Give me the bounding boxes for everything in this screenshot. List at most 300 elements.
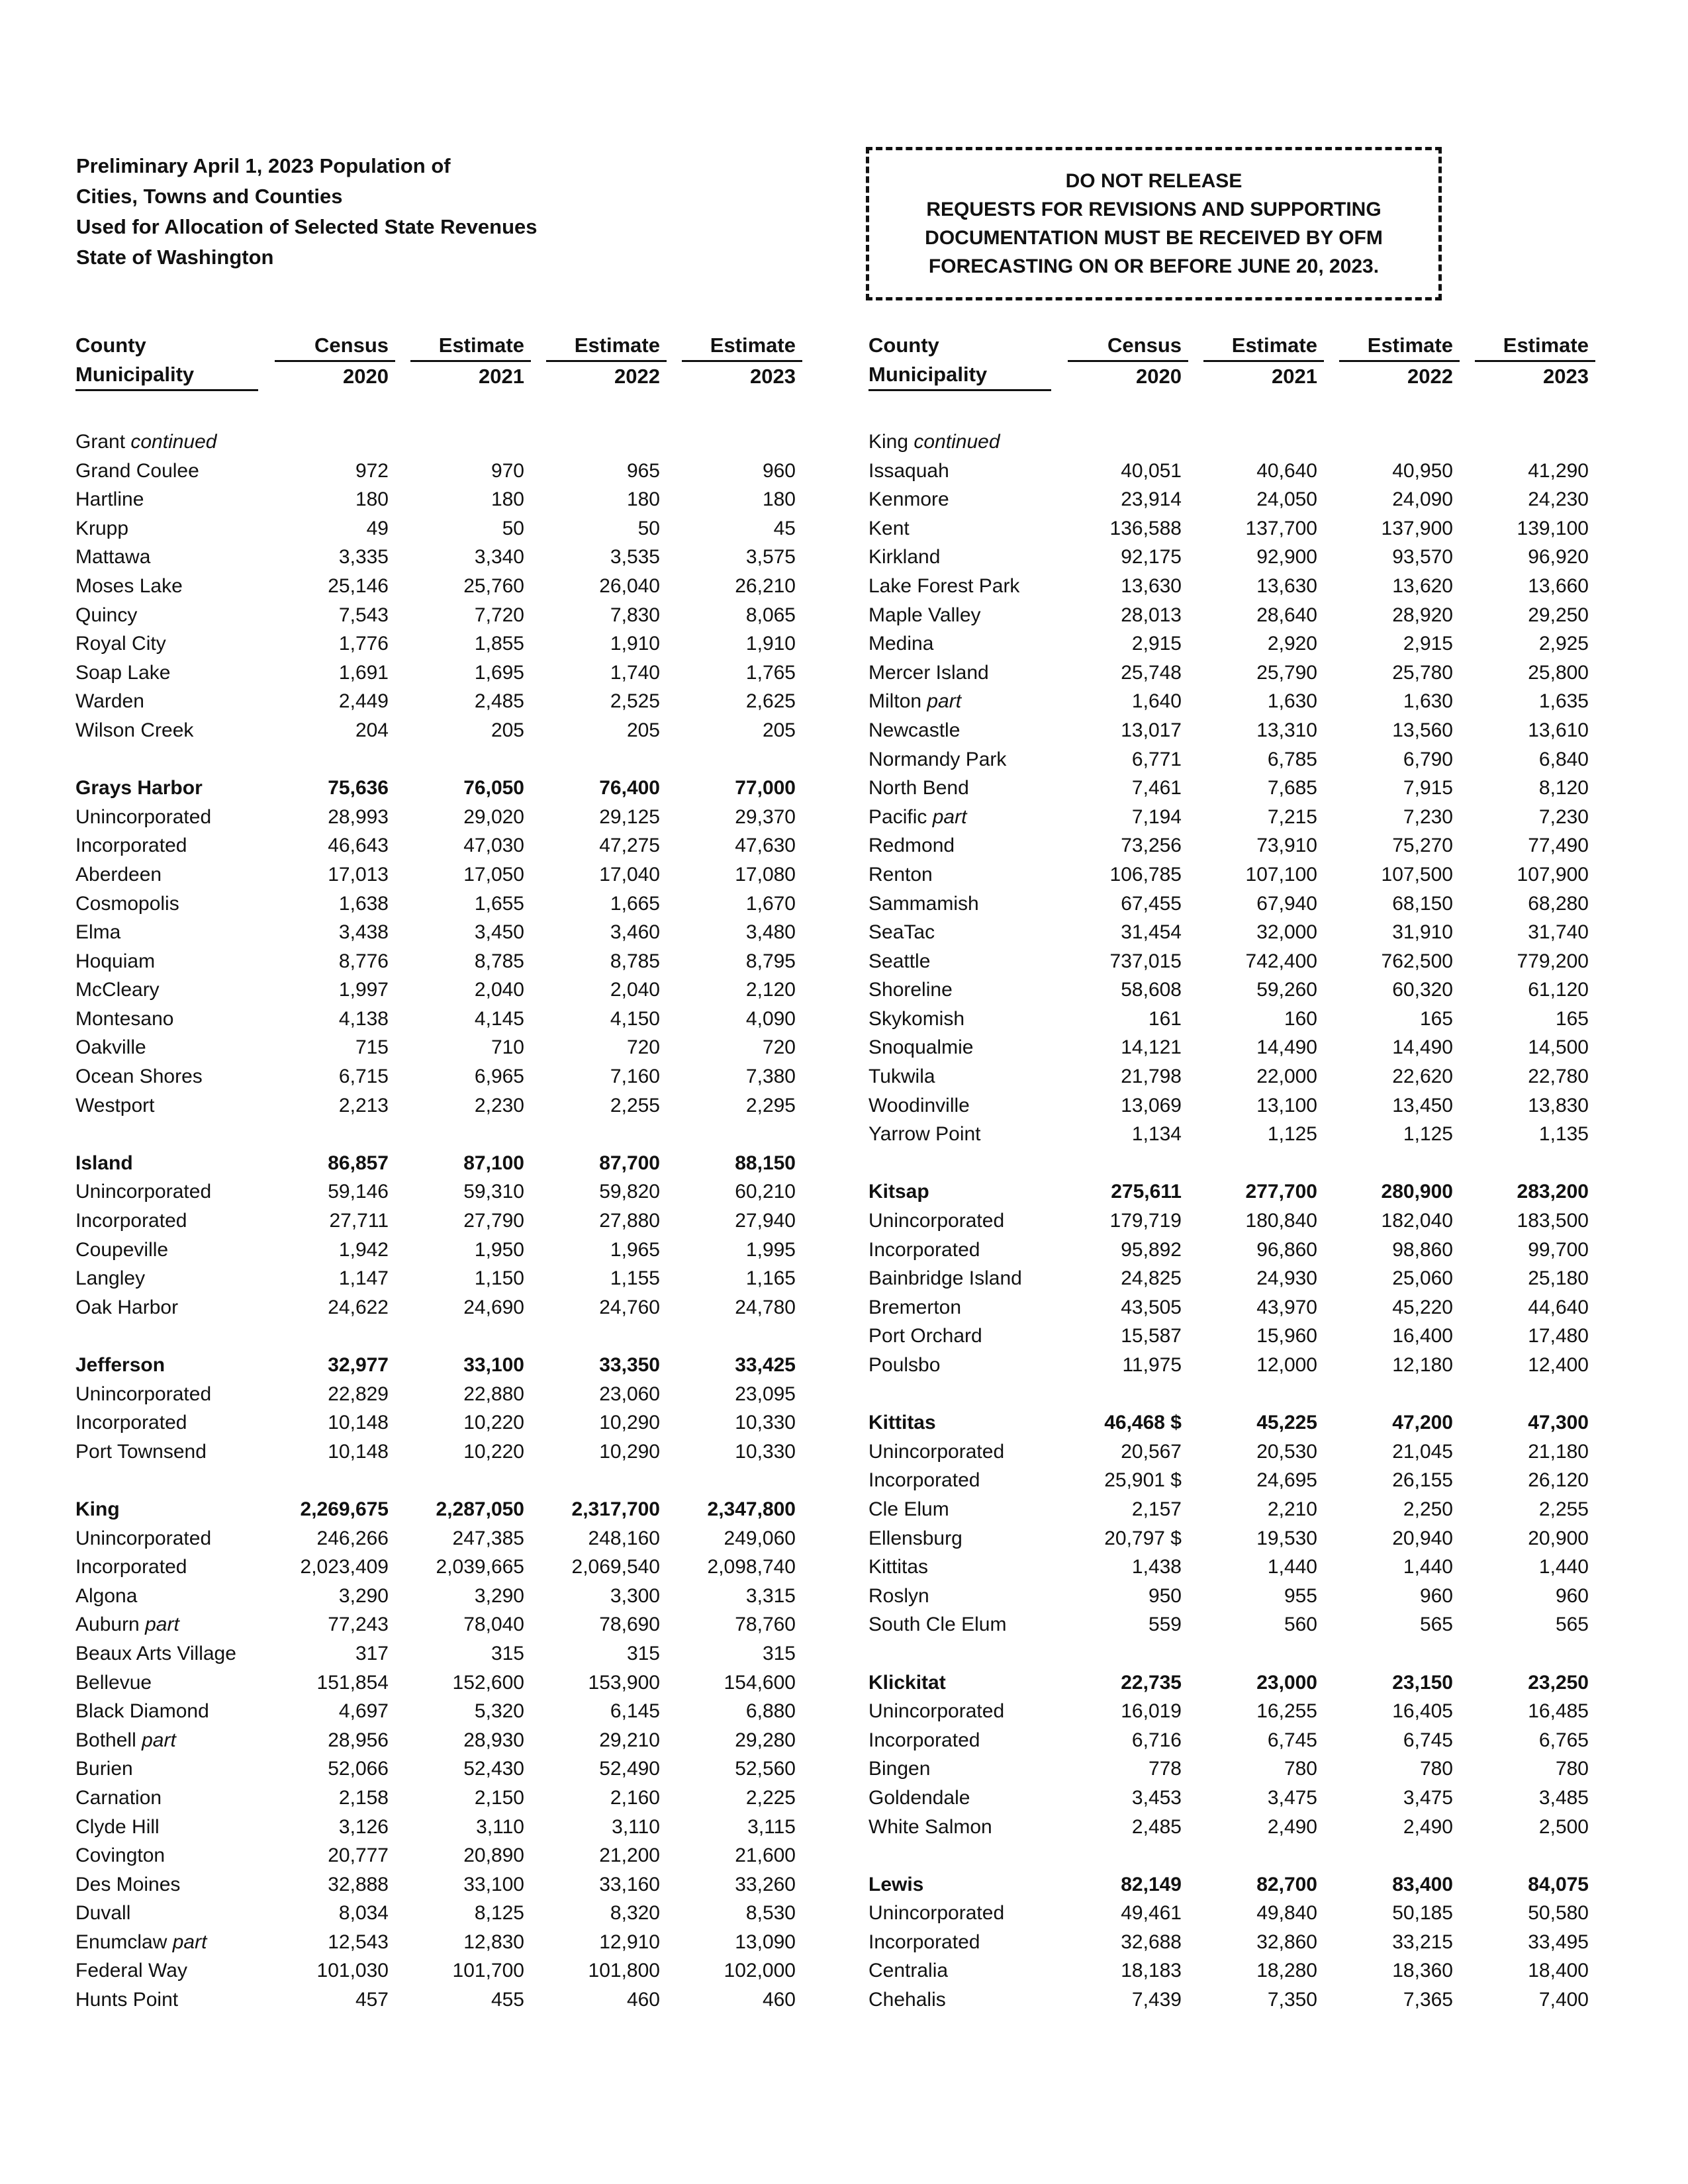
population-value: 2,490 bbox=[1403, 1815, 1453, 1838]
population-value: 13,310 bbox=[1256, 719, 1317, 741]
population-value: 137,900 bbox=[1381, 517, 1453, 539]
population-value: 2,490 bbox=[1267, 1815, 1317, 1838]
population-value: 2,158 bbox=[338, 1786, 389, 1809]
population-value: 76,050 bbox=[463, 777, 524, 799]
population-value: 136,588 bbox=[1109, 517, 1182, 539]
population-value: 22,780 bbox=[1528, 1066, 1589, 1088]
municipality-name bbox=[75, 1524, 211, 1553]
population-value: 7,685 bbox=[1267, 777, 1317, 799]
name-text: Kirkland bbox=[868, 546, 941, 569]
population-value: 710 bbox=[491, 1036, 524, 1059]
population-value: 10,220 bbox=[463, 1440, 524, 1463]
population-value: 21,045 bbox=[1392, 1440, 1453, 1463]
population-value: 4,697 bbox=[338, 1700, 389, 1723]
population-value: 60,210 bbox=[735, 1181, 796, 1203]
population-value: 154,600 bbox=[724, 1671, 796, 1694]
population-value: 25,748 bbox=[1121, 661, 1182, 684]
population-value: 25,800 bbox=[1528, 661, 1589, 684]
population-value: 23,150 bbox=[1392, 1671, 1453, 1694]
population-value: 49,840 bbox=[1256, 1902, 1317, 1925]
municipality-header bbox=[868, 331, 987, 391]
name-text: Aberdeen bbox=[75, 863, 162, 886]
population-value: 6,771 bbox=[1131, 748, 1182, 770]
population-value: 20,900 bbox=[1528, 1527, 1589, 1549]
population-value: 1,125 bbox=[1403, 1123, 1453, 1146]
population-value: 7,380 bbox=[745, 1066, 796, 1088]
municipality-name bbox=[75, 1841, 165, 1870]
population-value: 972 bbox=[355, 459, 389, 482]
population-value: 1,147 bbox=[338, 1267, 389, 1290]
population-value: 7,230 bbox=[1403, 805, 1453, 828]
population-value: 277,700 bbox=[1245, 1181, 1317, 1203]
municipality-name bbox=[75, 428, 216, 457]
population-value: 205 bbox=[626, 719, 660, 741]
population-value: 2,150 bbox=[474, 1786, 524, 1809]
header-rule bbox=[546, 360, 667, 362]
population-value: 99,700 bbox=[1528, 1238, 1589, 1261]
population-value: 160 bbox=[1284, 1007, 1317, 1030]
population-value: 25,180 bbox=[1528, 1267, 1589, 1290]
header-rule bbox=[868, 389, 1051, 391]
population-value: 2,210 bbox=[1267, 1498, 1317, 1520]
municipality-name bbox=[868, 1351, 940, 1380]
population-value: 3,575 bbox=[745, 546, 796, 569]
header-rule bbox=[275, 360, 395, 362]
name-text: Medina bbox=[868, 633, 934, 655]
name-text: Bingen bbox=[868, 1758, 931, 1780]
name-text: Algona bbox=[75, 1584, 138, 1607]
municipality-name bbox=[75, 1668, 152, 1698]
municipality-name bbox=[868, 514, 910, 543]
population-value: 4,090 bbox=[745, 1007, 796, 1030]
name-text: Clyde Hill bbox=[75, 1815, 160, 1838]
municipality-name bbox=[868, 1813, 992, 1842]
population-value: 2,295 bbox=[745, 1094, 796, 1116]
population-value: 3,290 bbox=[474, 1584, 524, 1607]
population-value: 151,854 bbox=[316, 1671, 389, 1694]
population-value: 1,670 bbox=[745, 892, 796, 915]
population-value: 6,716 bbox=[1131, 1729, 1182, 1751]
municipality-name bbox=[868, 428, 1000, 457]
population-value: 52,066 bbox=[328, 1758, 389, 1780]
population-value: 13,660 bbox=[1528, 574, 1589, 597]
population-value: 26,040 bbox=[599, 574, 660, 597]
population-value: 83,400 bbox=[1392, 1873, 1453, 1895]
population-value: 275,611 bbox=[1111, 1181, 1182, 1203]
population-value: 7,720 bbox=[474, 604, 524, 626]
population-value: 2,255 bbox=[1538, 1498, 1589, 1520]
municipality-name bbox=[75, 1582, 137, 1611]
population-value: 7,230 bbox=[1538, 805, 1589, 828]
name-text: Montesano bbox=[75, 1007, 174, 1030]
name-text: Unincorporated bbox=[868, 1440, 1005, 1463]
name-text: Unincorporated bbox=[75, 1383, 212, 1405]
municipality-name bbox=[868, 774, 969, 803]
name-text: Mercer Island bbox=[868, 661, 989, 684]
name-text: Bothell bbox=[75, 1729, 136, 1751]
population-value: 3,115 bbox=[747, 1815, 796, 1838]
name-text: Port Townsend bbox=[75, 1440, 207, 1463]
population-value: 6,145 bbox=[610, 1700, 660, 1723]
municipality-label: Municipality bbox=[75, 360, 194, 391]
population-value: 18,183 bbox=[1121, 1960, 1182, 1982]
population-value: 3,335 bbox=[338, 546, 389, 569]
population-value: 16,019 bbox=[1121, 1700, 1182, 1723]
municipality-name bbox=[868, 1005, 964, 1034]
population-value: 16,485 bbox=[1528, 1700, 1589, 1723]
population-value: 21,200 bbox=[599, 1844, 660, 1867]
population-value: 10,148 bbox=[328, 1440, 389, 1463]
population-value: 67,940 bbox=[1256, 892, 1317, 915]
name-text: Enumclaw bbox=[75, 1931, 167, 1953]
name-text: Skykomish bbox=[868, 1007, 965, 1030]
column-header-estimate-2022 bbox=[1340, 331, 1453, 391]
municipality-name bbox=[868, 976, 953, 1005]
population-value: 8,530 bbox=[745, 1902, 796, 1925]
population-value: 84,075 bbox=[1528, 1873, 1589, 1895]
population-value: 23,095 bbox=[735, 1383, 796, 1405]
population-value: 180 bbox=[355, 488, 389, 511]
population-value: 3,475 bbox=[1267, 1786, 1317, 1809]
name-text: Krupp bbox=[75, 517, 129, 539]
municipality-name bbox=[75, 1293, 178, 1322]
name-text: Unincorporated bbox=[868, 1700, 1005, 1723]
population-value: 179,719 bbox=[1109, 1210, 1182, 1232]
population-value: 59,820 bbox=[599, 1181, 660, 1203]
name-text: Unincorporated bbox=[75, 805, 212, 828]
population-value: 5,320 bbox=[474, 1700, 524, 1723]
population-value: 24,825 bbox=[1121, 1267, 1182, 1290]
population-value: 52,560 bbox=[735, 1758, 796, 1780]
population-value: 20,940 bbox=[1392, 1527, 1453, 1549]
column-label: Estimate bbox=[575, 331, 660, 362]
header-rule bbox=[1203, 360, 1324, 362]
population-value: 1,910 bbox=[745, 633, 796, 655]
population-value: 33,160 bbox=[599, 1873, 660, 1895]
population-value: 28,013 bbox=[1121, 604, 1182, 626]
population-value: 78,760 bbox=[735, 1614, 796, 1636]
header-rule bbox=[682, 360, 802, 362]
name-text: Incorporated bbox=[75, 1412, 187, 1434]
population-value: 8,125 bbox=[474, 1902, 524, 1925]
name-text: Lewis bbox=[868, 1873, 924, 1895]
municipality-name bbox=[75, 1033, 146, 1062]
name-text: Grant bbox=[75, 431, 126, 453]
population-value: 2,157 bbox=[1131, 1498, 1182, 1520]
municipality-name bbox=[75, 514, 128, 543]
name-text: Incorporated bbox=[868, 1469, 980, 1492]
population-value: 2,098,740 bbox=[707, 1556, 796, 1578]
name-text: Elma bbox=[75, 921, 121, 944]
population-value: 13,620 bbox=[1392, 574, 1453, 597]
population-value: 779,200 bbox=[1517, 950, 1589, 972]
population-value: 50 bbox=[502, 517, 524, 539]
population-value: 2,225 bbox=[745, 1786, 796, 1809]
population-value: 47,030 bbox=[463, 835, 524, 857]
population-value: 13,017 bbox=[1121, 719, 1182, 741]
name-qualifier: part bbox=[172, 1931, 207, 1953]
name-text: Soap Lake bbox=[75, 661, 171, 684]
municipality-name bbox=[75, 601, 137, 630]
population-value: 1,440 bbox=[1267, 1556, 1317, 1578]
population-value: 742,400 bbox=[1245, 950, 1317, 972]
municipality-name bbox=[868, 1985, 946, 2015]
name-text: Incorporated bbox=[75, 835, 187, 857]
name-text: Woodinville bbox=[868, 1094, 970, 1116]
population-value: 2,925 bbox=[1538, 633, 1589, 655]
population-value: 44,640 bbox=[1528, 1296, 1589, 1318]
population-value: 59,310 bbox=[463, 1181, 524, 1203]
population-value: 970 bbox=[491, 459, 524, 482]
name-text: Grays Harbor bbox=[75, 777, 203, 799]
population-value: 13,560 bbox=[1392, 719, 1453, 741]
municipality-name bbox=[868, 831, 955, 860]
population-value: 3,438 bbox=[338, 921, 389, 944]
population-value: 101,700 bbox=[452, 1960, 524, 1982]
municipality-name bbox=[868, 659, 989, 688]
municipality-name bbox=[75, 1380, 211, 1409]
population-value: 180 bbox=[491, 488, 524, 511]
municipality-name bbox=[868, 745, 1006, 774]
name-text: Ocean Shores bbox=[75, 1066, 203, 1088]
population-value: 101,030 bbox=[316, 1960, 389, 1982]
name-text: Yarrow Point bbox=[868, 1123, 981, 1146]
county-label: County bbox=[868, 334, 939, 357]
population-value: 1,855 bbox=[474, 633, 524, 655]
population-value: 2,920 bbox=[1267, 633, 1317, 655]
population-value: 29,280 bbox=[735, 1729, 796, 1751]
municipality-name bbox=[868, 1956, 948, 1985]
population-value: 106,785 bbox=[1109, 863, 1182, 886]
population-value: 25,060 bbox=[1392, 1267, 1453, 1290]
population-value: 29,370 bbox=[735, 805, 796, 828]
name-text: Jefferson bbox=[75, 1354, 165, 1376]
title-line: Preliminary April 1, 2023 Population of bbox=[76, 154, 451, 177]
population-value: 2,039,665 bbox=[436, 1556, 524, 1578]
name-text: Cle Elum bbox=[868, 1498, 949, 1520]
municipality-name bbox=[75, 659, 170, 688]
population-value: 3,453 bbox=[1131, 1786, 1182, 1809]
population-value: 50,580 bbox=[1528, 1902, 1589, 1925]
name-qualifier: part bbox=[145, 1614, 179, 1636]
name-text: Grand Coulee bbox=[75, 459, 199, 482]
population-value: 280,900 bbox=[1381, 1181, 1453, 1203]
column-header-census-2020 bbox=[276, 331, 389, 391]
population-value: 1,691 bbox=[338, 661, 389, 684]
name-text: McCleary bbox=[75, 979, 160, 1001]
population-value: 49,461 bbox=[1121, 1902, 1182, 1925]
municipality-name bbox=[868, 485, 949, 514]
population-value: 1,640 bbox=[1131, 690, 1182, 713]
population-value: 20,530 bbox=[1256, 1440, 1317, 1463]
population-value: 8,795 bbox=[745, 950, 796, 972]
population-value: 1,740 bbox=[610, 661, 660, 684]
population-value: 8,320 bbox=[610, 1902, 660, 1925]
population-value: 22,620 bbox=[1392, 1066, 1453, 1088]
population-value: 3,535 bbox=[610, 546, 660, 569]
population-value: 86,857 bbox=[328, 1152, 389, 1174]
population-value: 25,760 bbox=[463, 574, 524, 597]
name-text: Bellevue bbox=[75, 1671, 152, 1694]
municipality-name bbox=[75, 1149, 133, 1178]
population-value: 107,900 bbox=[1517, 863, 1589, 886]
population-value: 33,100 bbox=[463, 1873, 524, 1895]
name-text: Renton bbox=[868, 863, 933, 886]
population-value: 29,210 bbox=[599, 1729, 660, 1751]
population-value: 153,900 bbox=[588, 1671, 660, 1694]
municipality-name bbox=[868, 457, 949, 486]
population-value: 7,439 bbox=[1131, 1989, 1182, 2011]
population-value: 8,120 bbox=[1538, 777, 1589, 799]
population-value: 46,643 bbox=[328, 835, 389, 857]
municipality-name bbox=[868, 1177, 929, 1206]
population-value: 315 bbox=[762, 1642, 796, 1664]
municipality-name bbox=[75, 803, 211, 832]
population-value: 10,330 bbox=[735, 1412, 796, 1434]
population-value: 18,400 bbox=[1528, 1960, 1589, 1982]
municipality-name bbox=[75, 1437, 207, 1467]
population-value: 1,638 bbox=[338, 892, 389, 915]
population-value: 28,956 bbox=[328, 1729, 389, 1751]
name-text: Kittitas bbox=[868, 1412, 936, 1434]
population-value: 2,069,540 bbox=[571, 1556, 660, 1578]
name-text: Newcastle bbox=[868, 719, 961, 741]
header-rule bbox=[410, 360, 531, 362]
municipality-name bbox=[868, 1033, 973, 1062]
population-value: 720 bbox=[626, 1036, 660, 1059]
population-value: 7,830 bbox=[610, 604, 660, 626]
population-value: 2,250 bbox=[1403, 1498, 1453, 1520]
municipality-name bbox=[75, 976, 160, 1005]
population-value: 317 bbox=[355, 1642, 389, 1664]
population-value: 16,405 bbox=[1392, 1700, 1453, 1723]
population-value: 2,449 bbox=[338, 690, 389, 713]
population-value: 18,280 bbox=[1256, 1960, 1317, 1982]
column-label: Estimate bbox=[1368, 331, 1453, 362]
population-value: 460 bbox=[626, 1989, 660, 2011]
population-value: 40,950 bbox=[1392, 459, 1453, 482]
population-value: 1,630 bbox=[1403, 690, 1453, 713]
municipality-name bbox=[75, 1553, 187, 1582]
population-value: 1,630 bbox=[1267, 690, 1317, 713]
municipality-name bbox=[75, 629, 166, 659]
population-value: 22,000 bbox=[1256, 1066, 1317, 1088]
municipality-name bbox=[868, 803, 966, 832]
municipality-name bbox=[868, 947, 930, 976]
municipality-label: Municipality bbox=[868, 360, 987, 391]
population-value: 67,455 bbox=[1121, 892, 1182, 915]
population-value: 1,665 bbox=[610, 892, 660, 915]
population-value: 93,570 bbox=[1392, 546, 1453, 569]
population-value: 24,622 bbox=[328, 1296, 389, 1318]
population-value: 3,340 bbox=[474, 546, 524, 569]
population-value: 22,880 bbox=[463, 1383, 524, 1405]
population-value: 7,365 bbox=[1403, 1989, 1453, 2011]
population-value: 29,250 bbox=[1528, 604, 1589, 626]
population-value: 2,625 bbox=[745, 690, 796, 713]
population-value: 10,220 bbox=[463, 1412, 524, 1434]
population-value: 47,300 bbox=[1528, 1412, 1589, 1434]
municipality-name bbox=[75, 1236, 168, 1265]
municipality-name bbox=[75, 485, 144, 514]
population-value: 10,330 bbox=[735, 1440, 796, 1463]
municipality-name bbox=[75, 1928, 207, 1957]
population-value: 3,300 bbox=[610, 1584, 660, 1607]
municipality-name bbox=[868, 1754, 930, 1784]
population-value: 25,790 bbox=[1256, 661, 1317, 684]
municipality-name bbox=[868, 1870, 923, 1899]
population-value: 205 bbox=[491, 719, 524, 741]
name-text: Incorporated bbox=[75, 1210, 187, 1232]
population-value: 101,800 bbox=[588, 1960, 660, 1982]
population-value: 20,890 bbox=[463, 1844, 524, 1867]
population-value: 76,400 bbox=[599, 777, 660, 799]
name-text: Sammamish bbox=[868, 892, 979, 915]
population-value: 31,910 bbox=[1392, 921, 1453, 944]
population-value: 960 bbox=[762, 459, 796, 482]
population-value: 3,480 bbox=[745, 921, 796, 944]
municipality-name bbox=[75, 687, 144, 716]
municipality-name bbox=[868, 716, 960, 745]
population-value: 40,051 bbox=[1121, 459, 1182, 482]
notice-line: DO NOT RELEASE bbox=[1065, 170, 1243, 192]
population-value: 1,150 bbox=[474, 1267, 524, 1290]
population-value: 7,194 bbox=[1131, 805, 1182, 828]
column-label: Estimate bbox=[710, 331, 796, 362]
column-year: 2021 bbox=[1272, 365, 1317, 388]
municipality-header bbox=[75, 331, 194, 391]
municipality-name bbox=[868, 629, 933, 659]
municipality-name bbox=[75, 889, 179, 919]
population-value: 15,960 bbox=[1256, 1325, 1317, 1347]
municipality-name bbox=[75, 1813, 160, 1842]
population-value: 50,185 bbox=[1392, 1902, 1453, 1925]
name-text: Carnation bbox=[75, 1786, 162, 1809]
population-value: 165 bbox=[1555, 1007, 1589, 1030]
population-value: 14,121 bbox=[1121, 1036, 1182, 1059]
population-value: 1,655 bbox=[474, 892, 524, 915]
name-text: Quincy bbox=[75, 604, 138, 626]
population-value: 24,780 bbox=[735, 1296, 796, 1318]
population-value: 2,160 bbox=[610, 1786, 660, 1809]
name-text: Federal Way bbox=[75, 1960, 187, 1982]
name-text: Hunts Point bbox=[75, 1989, 179, 2011]
name-qualifier: part bbox=[932, 805, 967, 828]
population-value: 31,740 bbox=[1528, 921, 1589, 944]
column-header-estimate-2021 bbox=[412, 331, 524, 391]
population-value: 12,910 bbox=[599, 1931, 660, 1953]
population-value: 2,040 bbox=[610, 979, 660, 1001]
name-text: Unincorporated bbox=[75, 1181, 212, 1203]
population-value: 1,165 bbox=[745, 1267, 796, 1290]
population-value: 3,315 bbox=[745, 1584, 796, 1607]
municipality-name bbox=[868, 1697, 1004, 1726]
population-value: 1,995 bbox=[745, 1238, 796, 1261]
population-value: 45,220 bbox=[1392, 1296, 1453, 1318]
column-year: 2023 bbox=[750, 365, 796, 388]
population-value: 3,110 bbox=[612, 1815, 660, 1838]
notice-line: DOCUMENTATION MUST BE RECEIVED BY OFM bbox=[925, 227, 1383, 249]
column-year: 2023 bbox=[1543, 365, 1589, 388]
municipality-name bbox=[868, 601, 981, 630]
municipality-name bbox=[868, 1120, 981, 1149]
population-value: 8,034 bbox=[338, 1902, 389, 1925]
name-text: Island bbox=[75, 1152, 133, 1174]
population-value: 23,000 bbox=[1256, 1671, 1317, 1694]
column-header-estimate-2022 bbox=[547, 331, 660, 391]
population-value: 17,013 bbox=[328, 863, 389, 886]
name-text: Milton bbox=[868, 690, 922, 713]
